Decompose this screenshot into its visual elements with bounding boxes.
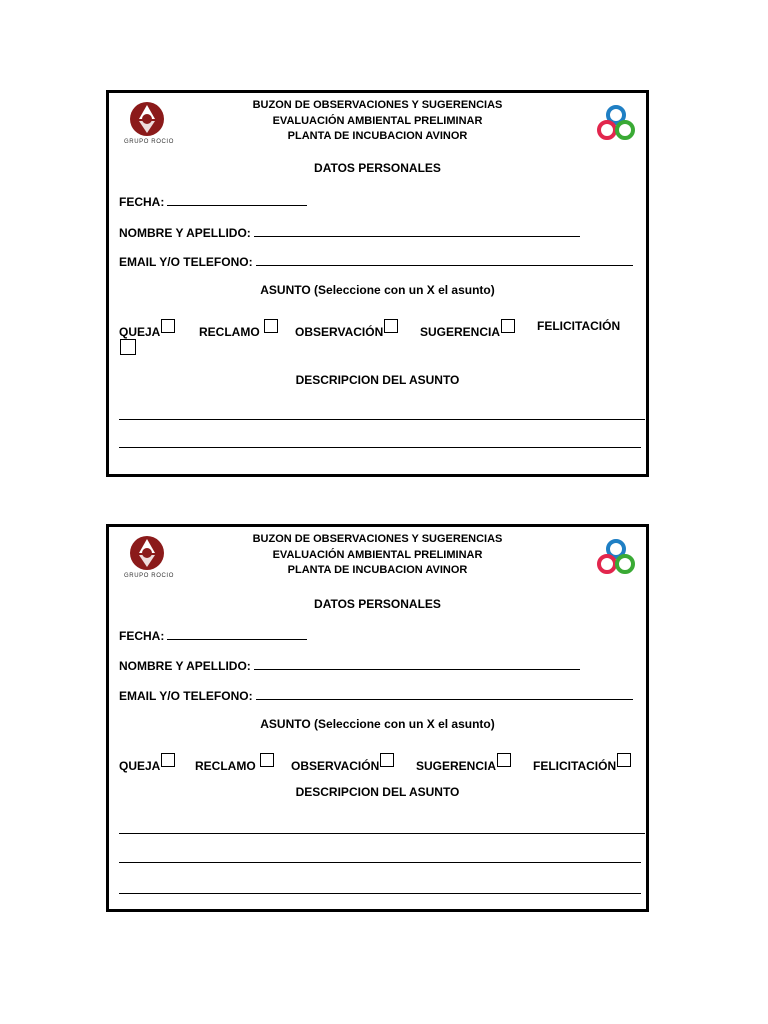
option-label: QUEJA <box>119 759 161 773</box>
checkbox[interactable] <box>264 319 278 333</box>
option-observacion[interactable] <box>291 753 394 773</box>
option-label: OBSERVACIÓN <box>291 759 380 773</box>
fecha-label: FECHA: <box>119 195 165 209</box>
nombre-line[interactable] <box>254 657 580 670</box>
option-reclamo[interactable] <box>195 753 274 773</box>
checkbox[interactable] <box>501 319 515 333</box>
option-label: OBSERVACIÓN <box>295 325 384 339</box>
checkbox[interactable] <box>384 319 398 333</box>
option-queja[interactable] <box>119 319 175 339</box>
form-card-1 <box>106 90 649 477</box>
logo-brand-text: GRUPO ROCIO <box>124 139 174 145</box>
option-label: SUGERENCIA <box>420 325 501 339</box>
nombre-line[interactable] <box>254 224 580 237</box>
email-label: EMAIL Y/O TELEFONO: <box>119 255 253 269</box>
asunto-title: ASUNTO (Seleccione con un X el asunto) <box>260 283 495 297</box>
descripcion-line-2[interactable] <box>119 862 641 863</box>
heading-line-2: EVALUACIÓN AMBIENTAL PRELIMINAR <box>272 114 483 127</box>
checkbox[interactable] <box>260 753 274 767</box>
email-line[interactable] <box>256 687 633 700</box>
option-felicitacion[interactable] <box>537 319 620 333</box>
option-label: QUEJA <box>119 325 161 339</box>
option-label: FELICITACIÓN <box>533 759 617 773</box>
checkbox[interactable] <box>161 319 175 333</box>
logo-brand-text: GRUPO ROCIO <box>124 573 174 579</box>
heading-line-3: PLANTA DE INCUBACION AVINOR <box>287 130 468 142</box>
descripcion-line-2[interactable] <box>119 447 641 448</box>
heading-line-1: BUZON DE OBSERVACIONES Y SUGERENCIAS <box>252 533 503 545</box>
fecha-line[interactable] <box>167 193 307 206</box>
option-sugerencia[interactable] <box>420 319 515 339</box>
asunto-options <box>119 749 644 771</box>
option-queja[interactable] <box>119 753 175 773</box>
personal-data-title: DATOS PERSONALES <box>314 161 441 175</box>
fecha-label: FECHA: <box>119 629 165 643</box>
email-label: EMAIL Y/O TELEFONO: <box>119 689 253 703</box>
asunto-title: ASUNTO (Seleccione con un X el asunto) <box>260 717 495 731</box>
checkbox[interactable] <box>161 753 175 767</box>
nombre-field[interactable] <box>119 657 580 673</box>
option-label: RECLAMO <box>195 759 256 773</box>
form-heading <box>109 98 646 145</box>
descripcion-title: DESCRIPCION DEL ASUNTO <box>295 785 460 799</box>
option-label: FELICITACIÓN <box>537 319 621 333</box>
checkbox[interactable] <box>380 753 394 767</box>
descripcion-line-1[interactable] <box>119 833 645 834</box>
option-observacion[interactable] <box>295 319 398 339</box>
form-heading <box>109 532 646 579</box>
option-reclamo[interactable] <box>199 319 278 339</box>
descripcion-title: DESCRIPCION DEL ASUNTO <box>295 373 460 387</box>
nombre-label: NOMBRE Y APELLIDO: <box>119 659 251 673</box>
heading-line-1: BUZON DE OBSERVACIONES Y SUGERENCIAS <box>252 99 503 111</box>
email-line[interactable] <box>256 253 633 266</box>
checkbox[interactable] <box>120 339 136 355</box>
option-felicitacion-checkbox[interactable] <box>119 339 136 357</box>
personal-data-title: DATOS PERSONALES <box>314 597 441 611</box>
email-field[interactable] <box>119 687 633 703</box>
option-label: SUGERENCIA <box>416 759 497 773</box>
option-sugerencia[interactable] <box>416 753 511 773</box>
heading-line-3: PLANTA DE INCUBACION AVINOR <box>287 564 468 576</box>
checkbox[interactable] <box>617 753 631 767</box>
checkbox[interactable] <box>497 753 511 767</box>
descripcion-line-3[interactable] <box>119 893 641 894</box>
email-field[interactable] <box>119 253 633 269</box>
nombre-label: NOMBRE Y APELLIDO: <box>119 226 251 240</box>
heading-line-2: EVALUACIÓN AMBIENTAL PRELIMINAR <box>272 548 483 561</box>
option-felicitacion[interactable] <box>533 753 631 773</box>
option-label: RECLAMO <box>199 325 260 339</box>
fecha-line[interactable] <box>167 627 307 640</box>
fecha-field[interactable] <box>119 627 307 643</box>
form-card-2 <box>106 524 649 912</box>
nombre-field[interactable] <box>119 224 580 240</box>
asunto-options <box>119 315 639 355</box>
fecha-field[interactable] <box>119 193 307 209</box>
descripcion-line-1[interactable] <box>119 419 645 420</box>
